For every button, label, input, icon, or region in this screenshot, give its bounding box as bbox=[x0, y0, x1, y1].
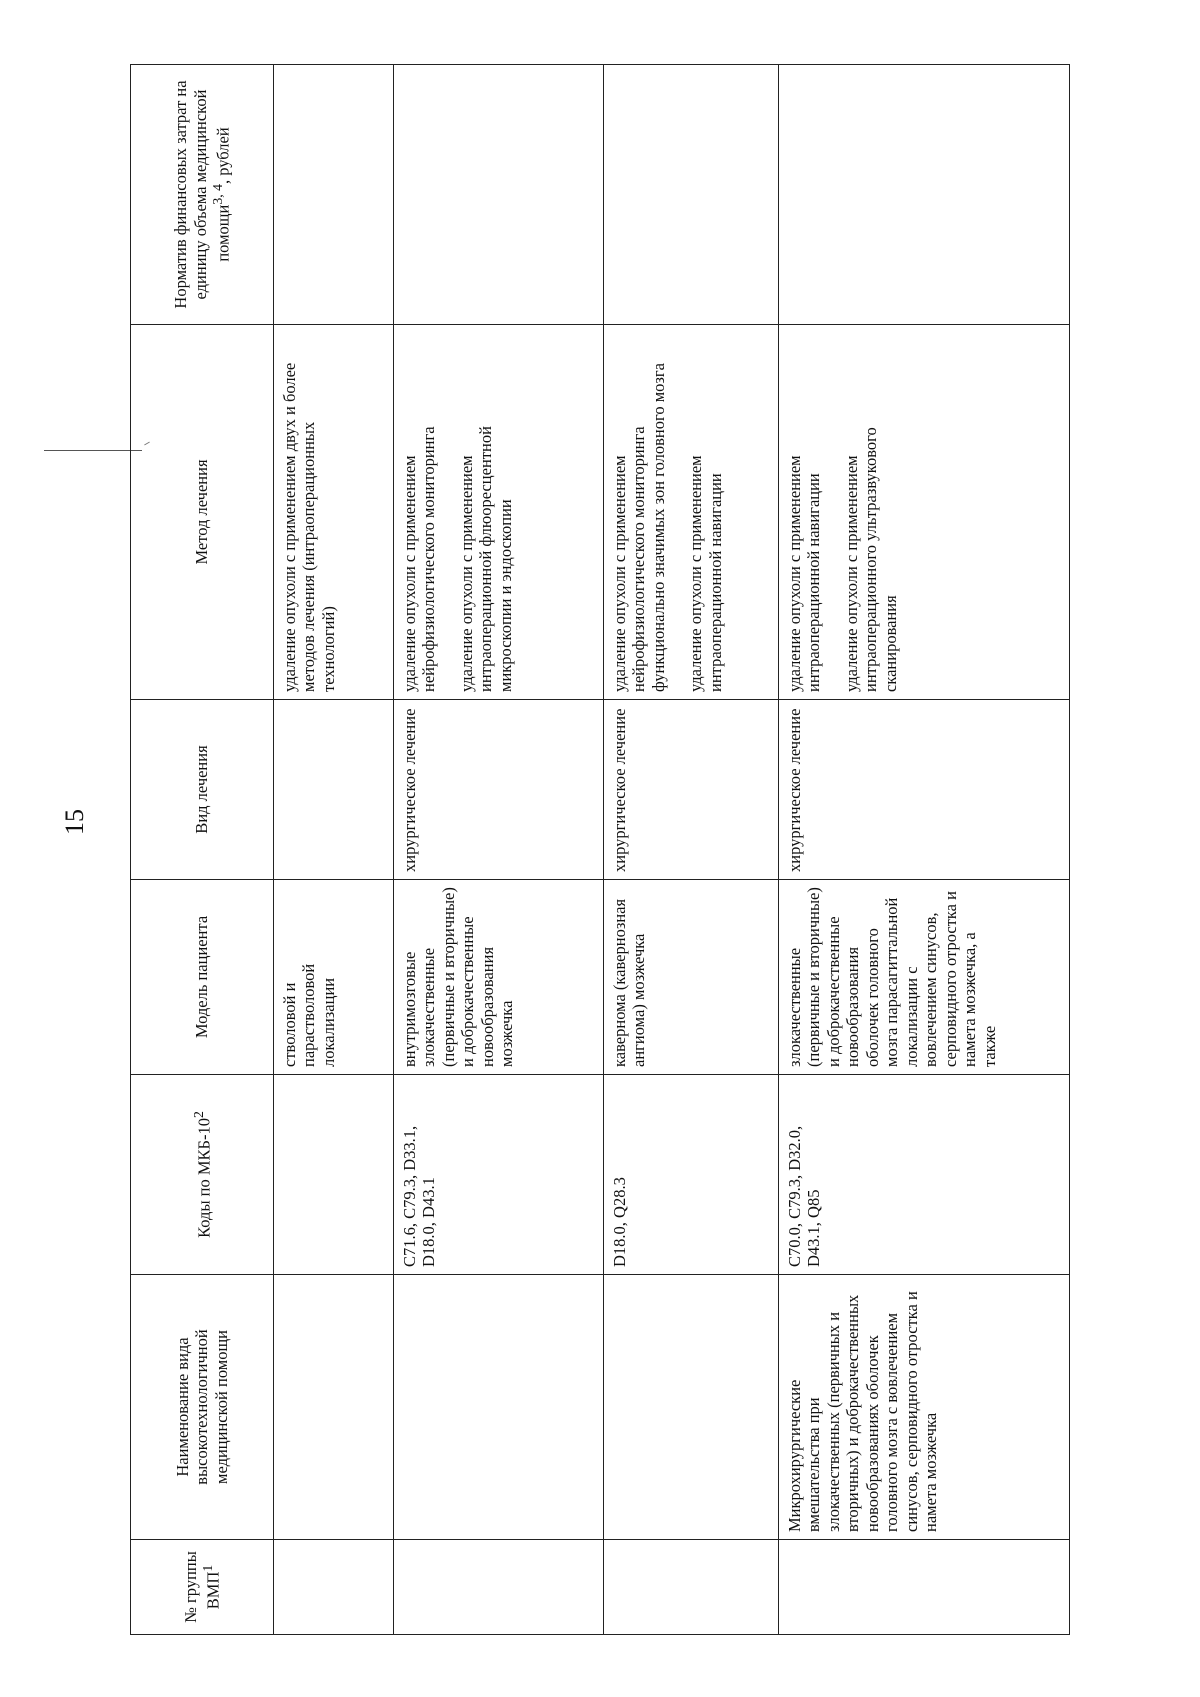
cell-type: хирургическое лечение bbox=[779, 700, 1070, 880]
cell-model: злокачественные (первичные и вторичные) и доброкачественные новообразования оболочек головного мозга парасагиттальной локализации с вовлечением синусов, серповидного отростка и намета мозжечка, а также bbox=[779, 880, 1070, 1075]
cell-codes: D18.0, Q28.3 bbox=[604, 1075, 779, 1275]
cell-type: хирургическое лечение bbox=[394, 700, 604, 880]
cell-method bbox=[394, 325, 604, 700]
header-norm: Норматив финансовых затрат на единицу объема медицинской помощи$^{3, 4}$, рублей bbox=[131, 65, 274, 325]
cell-codes bbox=[274, 1075, 394, 1275]
cell-type: хирургическое лечение bbox=[604, 700, 779, 880]
method-item: удаление опухоли с применением интраоперационной навигации bbox=[785, 455, 824, 692]
cell-codes: C70.0, C79.3, D32.0, D43.1, Q85 bbox=[779, 1075, 1070, 1275]
header-codes: Коды по МКБ-$10^2$ bbox=[131, 1075, 274, 1275]
header-method: Метод лечения bbox=[131, 325, 274, 700]
cell-group bbox=[394, 1540, 604, 1635]
table-row bbox=[604, 65, 779, 1635]
cell-name: Микрохирургические вмешательства при злокачественных (первичных и вторичных) и доброкачественных новообразованиях оболочек головного мозга с вовлечением синусов, серповидного отростка и намета мозжечка bbox=[779, 1275, 1070, 1540]
cell-name bbox=[394, 1275, 604, 1540]
header-type: Вид лечения bbox=[131, 700, 274, 880]
method-item: удаление опухоли с применением интраоперационного ультразвукового сканирования bbox=[841, 427, 900, 692]
cell-model: кавернома (кавернозная ангиома) мозжечка bbox=[604, 880, 779, 1075]
method-item: удаление опухоли с применением двух и более методов лечения (интраоперационных технологий) bbox=[280, 362, 338, 692]
cell-norm bbox=[394, 65, 604, 325]
cell-codes: C71.6, C79.3, D33.1, D18.0, D43.1 bbox=[394, 1075, 604, 1275]
cell-model: стволовой и парастволовой локализации bbox=[274, 880, 394, 1075]
cell-group bbox=[274, 1540, 394, 1635]
cell-group bbox=[779, 1540, 1070, 1635]
table-row bbox=[274, 65, 394, 1635]
rotated-table-container bbox=[130, 65, 1070, 1635]
cell-method bbox=[274, 325, 394, 700]
cell-method bbox=[604, 325, 779, 700]
vmp-table bbox=[130, 64, 1070, 1635]
cell-norm bbox=[779, 65, 1070, 325]
method-item: удаление опухоли с применением интраоперационной флюоресцентной микроскопии и эндоскопии bbox=[456, 426, 515, 692]
cell-method bbox=[779, 325, 1070, 700]
header-group-no: № группы ВМП$^1$ bbox=[131, 1540, 274, 1635]
cell-norm bbox=[604, 65, 779, 325]
table-row bbox=[394, 65, 604, 1635]
cell-model: внутримозговые злокачественные (первичные и вторичные) и доброкачественные новообразования мозжечка bbox=[394, 880, 604, 1075]
method-item: удаление опухоли с применением интраоперационной навигации bbox=[686, 455, 725, 692]
cell-norm bbox=[274, 65, 394, 325]
method-item: удаление опухоли с применением нейрофизиологического мониторинга bbox=[400, 426, 439, 692]
header-model: Модель пациента bbox=[131, 880, 274, 1075]
header-row bbox=[131, 65, 274, 1635]
cell-group bbox=[604, 1540, 779, 1635]
cell-name bbox=[604, 1275, 779, 1540]
table-row bbox=[779, 65, 1070, 1635]
method-item: удаление опухоли с применением нейрофизиологического мониторинга функционально значимых зон головного мозга bbox=[610, 363, 668, 692]
cell-type bbox=[274, 700, 394, 880]
scan-mark-line bbox=[44, 450, 142, 451]
page-number: 15 bbox=[60, 809, 89, 835]
header-name: Наименование вида высокотехнологичной медицинской помощи bbox=[131, 1275, 274, 1540]
cell-name bbox=[274, 1275, 394, 1540]
